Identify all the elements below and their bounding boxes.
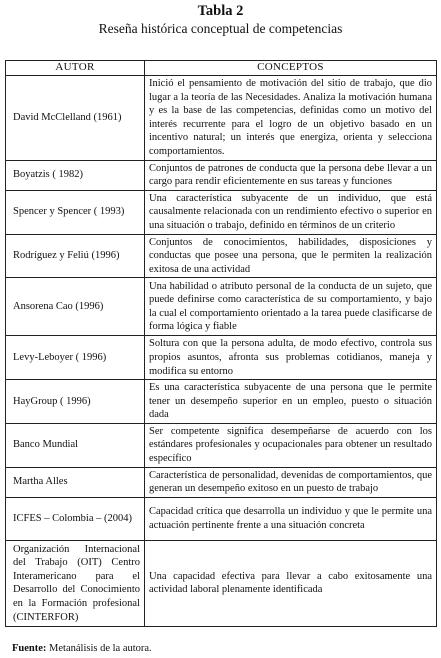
- author-cell: Boyatzis ( 1982): [6, 160, 145, 190]
- author-cell: Organización Internacional del Trabajo (OIT) Centro Interamericano para el Desarrollo del Conocimiento en la Formación profesional (CINTERFOR): [6, 540, 145, 626]
- table-title: Tabla 2: [197, 3, 244, 19]
- concept-cell: Conjuntos de patrones de conducta que la persona debe llevar a un cargo para rendir eficientemente en sus tareas y funciones: [145, 160, 437, 190]
- source-text: Metanálisis de la autora.: [49, 643, 152, 654]
- author-cell: ICFES – Colombia – (2004): [6, 497, 145, 540]
- author-cell: HayGroup ( 1996): [6, 380, 145, 424]
- author-cell: Levy-Leboyer ( 1996): [6, 336, 145, 380]
- table-row: [6, 76, 437, 161]
- table-header-row: [6, 61, 437, 76]
- concept-cell: Una capacidad efectiva para llevar a cabo exitosamente una actividad laboral plenamente identificada: [145, 540, 437, 626]
- concept-cell: Soltura con que la persona adulta, de modo efectivo, controla sus propios asuntos, afronta sus problemas cotidianos, maneja y modifica su entorno: [145, 336, 437, 380]
- concept-cell: Una característica subyacente de un individuo, que está causalmente relacionada con un rendimiento efectivo o superior en una situación o trabajo, definido en términos de un criterio: [145, 190, 437, 234]
- concept-cell: Capacidad crítica que desarrolla un individuo y que le permite una actuación pertinente frente a una situación concreta: [145, 497, 437, 540]
- source-note: [12, 642, 152, 655]
- concept-cell: Es una característica subyacente de una persona que le permite tener un desempeño superior en un empleo, puesto o situación dada: [145, 380, 437, 424]
- author-cell: Martha Alles: [6, 467, 145, 497]
- table-row: [6, 423, 437, 467]
- concept-cell: Característica de personalidad, devenidas de comportamientos, que generan un desempeño exitoso en un puesto de trabajo: [145, 467, 437, 497]
- table-row: [6, 497, 437, 540]
- concept-cell: Inició el pensamiento de motivación del sitio de trabajo, que dio lugar a la teoría de las Necesidades. Analiza la motivación humana y es la base de las competencias, definidas como un motivo del interés recurrente para el logro de un objetivo basado en un incentivo natural; un interés que energiza, orienta y selecciona comportamientos.: [145, 76, 437, 161]
- concept-cell: Conjuntos de conocimientos, habilidades, disposiciones y conductas que posee una persona, que le permiten la realización exitosa de una actividad: [145, 234, 437, 278]
- table-row: [6, 278, 437, 336]
- author-cell: Rodríguez y Feliú (1996): [6, 234, 145, 278]
- table-row: [6, 234, 437, 278]
- table-row: [6, 540, 437, 626]
- author-cell: Ansorena Cao (1996): [6, 278, 145, 336]
- competencies-table: [5, 60, 437, 627]
- table-subtitle: Reseña histórica conceptual de competencias: [98, 21, 343, 36]
- table-row: [6, 380, 437, 424]
- concept-cell: Ser competente significa desempeñarse de acuerdo con los estándares profesionales y ocupacionales para obtener un resultado específico: [145, 423, 437, 467]
- source-label: Fuente:: [12, 643, 47, 654]
- author-cell: David McClelland (1961): [6, 76, 145, 161]
- header-autor: AUTOR: [6, 61, 145, 76]
- table-row: [6, 160, 437, 190]
- author-cell: Banco Mundial: [6, 423, 145, 467]
- table-row: [6, 336, 437, 380]
- table-row: [6, 467, 437, 497]
- header-conceptos: CONCEPTOS: [145, 61, 437, 76]
- table-row: [6, 190, 437, 234]
- author-cell: Spencer y Spencer ( 1993): [6, 190, 145, 234]
- concept-cell: Una habilidad o atributo personal de la conducta de un sujeto, que puede definirse como característica de su comportamiento, y bajo la cual el comportamiento orientado a la tarea puede clasificarse de forma lógica y fiable: [145, 278, 437, 336]
